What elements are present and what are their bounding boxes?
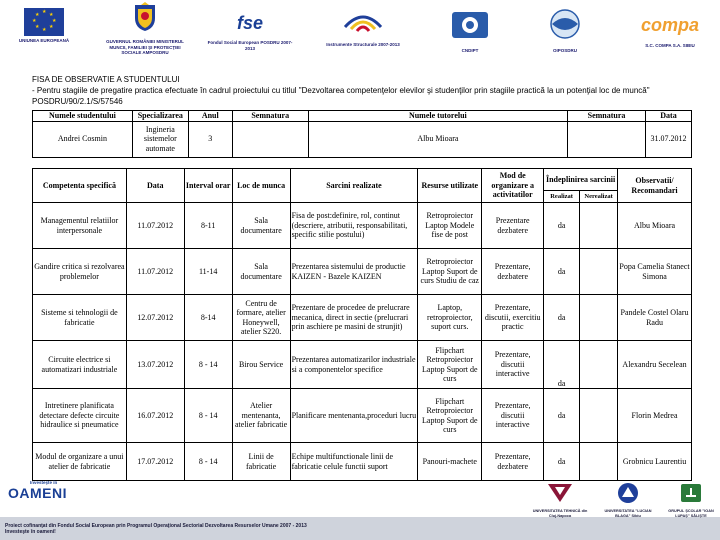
- not-done-cell: [580, 443, 618, 481]
- utcn-crest-icon: [546, 482, 574, 504]
- header-logos: [0, 0, 720, 70]
- structural-instruments-logo: Instrumente Structurale 2007-2013: [318, 5, 408, 48]
- header-activity-date: Data: [126, 169, 184, 203]
- date-cell: 17.07.2012: [126, 443, 184, 481]
- date: 31.07.2012: [645, 121, 691, 157]
- fse-wordmark: fse: [236, 13, 263, 33]
- header-competence: Competenta specifică: [33, 169, 127, 203]
- tasks-cell: Prezentare de procedee de prelucrare mecanica, direct in sectie (prelucrari prin aschiere pe masini de strunjit): [290, 295, 418, 341]
- student-info-table: [32, 110, 692, 158]
- footer-band: [0, 517, 720, 540]
- cndipt-icon: [450, 8, 490, 42]
- tasks-cell: Prezentarea sistemului de productie KAIZEN - Bazele KAIZEN: [290, 249, 418, 295]
- compa-wordmark: compa: [640, 15, 700, 35]
- done-cell: da: [544, 295, 580, 341]
- not-done-cell: [580, 389, 618, 443]
- observations-cell: Albu Mioara: [618, 203, 692, 249]
- school-crest-icon: [678, 482, 704, 504]
- observations-cell: Alexandru Secelean: [618, 341, 692, 389]
- done-cell: da: [544, 341, 580, 389]
- done-cell: da: [544, 249, 580, 295]
- oiposdru-logo: OIPOSDRU: [535, 8, 595, 54]
- resources-cell: Retroproiector Laptop Modele fise de post: [418, 203, 482, 249]
- date-cell: 11.07.2012: [126, 203, 184, 249]
- interval-cell: 8-14: [184, 295, 232, 341]
- workplace-cell: Atelier mentenanta, atelier fabricatie: [232, 389, 290, 443]
- interval-cell: 8-11: [184, 203, 232, 249]
- footer-cofinancing-text: Proiect cofinanţat din Fondul Social European prin Programul Operaţional Sectorial Dezvoltarea Resurselor Umane 2007 - 2013 Investeşte în oameni!: [5, 523, 307, 535]
- resources-cell: Flipchart Retroproiector Laptop Suport de curs: [418, 389, 482, 443]
- year: 3: [188, 121, 232, 157]
- mode-cell: Prezentare, dezbatere: [482, 249, 544, 295]
- competence-cell: Modul de organizare a unui atelier de fabricatie: [33, 443, 127, 481]
- header-tutor-name: Numele tutorelui: [308, 111, 567, 122]
- not-done-cell: [580, 341, 618, 389]
- tasks-cell: Planificare mentenanta,proceduri lucru: [290, 389, 418, 443]
- header-done: Realizat: [544, 191, 580, 203]
- tutor-signature: [568, 121, 646, 157]
- not-done-cell: [580, 295, 618, 341]
- tasks-cell: Fisa de post:definire, rol, continut (descriere, atributii, responsabilitati, specific stilie postului): [290, 203, 418, 249]
- workplace-cell: Centru de formare, atelier Honeywell, atelier S220.: [232, 295, 290, 341]
- tutor-name: Albu Mioara: [308, 121, 567, 157]
- competence-cell: Circuite electrice si automatizari industriale: [33, 341, 127, 389]
- student-name: Andrei Cosmin: [33, 121, 133, 157]
- observations-cell: Pandele Costel Olaru Radu: [618, 295, 692, 341]
- tasks-cell: Prezentarea automatizarilor industriale si a componentelor specifice: [290, 341, 418, 389]
- header-signature: Semnatura: [232, 111, 308, 122]
- mode-cell: Prezentare dezbatere: [482, 203, 544, 249]
- competence-cell: Managementul relatiilor interpersonale: [33, 203, 127, 249]
- workplace-cell: Sala documentare: [232, 249, 290, 295]
- table-row: [33, 443, 692, 481]
- oiposdru-icon: [540, 8, 590, 40]
- table-row: [33, 203, 692, 249]
- observations-cell: Florin Medrea: [618, 389, 692, 443]
- coat-of-arms-icon: [132, 2, 158, 32]
- specialization: Ingineria sistemelor automate: [132, 121, 188, 157]
- resources-cell: Flipchart Retroproiector Laptop Suport de curs: [418, 341, 482, 389]
- date-cell: 11.07.2012: [126, 249, 184, 295]
- interval-cell: 11-14: [184, 249, 232, 295]
- header-year: Anul: [188, 111, 232, 122]
- mode-cell: Prezentare, discutii interactive: [482, 341, 544, 389]
- investim-in-oameni-logo: Investeşte în OAMENI: [8, 480, 67, 501]
- table-row: [33, 295, 692, 341]
- eu-logo: ★ ★ ★ ★ ★ ★ ★ ★ UNIUNEA EUROPEANĂ: [18, 10, 70, 43]
- table-row: [33, 249, 692, 295]
- header-task-completion: Îndeplinirea sarcinii: [544, 169, 618, 191]
- done-cell: da: [544, 203, 580, 249]
- observations-cell: Popa Camelia Stanect Simona: [618, 249, 692, 295]
- workplace-cell: Sala documentare: [232, 203, 290, 249]
- workplace-cell: Birou Service: [232, 341, 290, 389]
- done-cell: da: [544, 443, 580, 481]
- ulbs-crest-icon: [615, 482, 641, 504]
- done-cell: da: [544, 389, 580, 443]
- fse-logo: fse Fondul Social European POSDRU 2007-2013: [205, 8, 295, 51]
- table-row: [33, 389, 692, 443]
- cndipt-logo: CNDIPT: [445, 8, 495, 54]
- header-date: Data: [645, 111, 691, 122]
- header-tasks: Sarcini realizate: [290, 169, 418, 203]
- mode-cell: Prezentare, discutii, exercitiu practic: [482, 295, 544, 341]
- structural-instruments-icon: [341, 5, 385, 35]
- document-title: FISA DE OBSERVATIE A STUDENTULUI: [32, 75, 180, 84]
- interval-cell: 8 - 14: [184, 443, 232, 481]
- header-organization-mode: Mod de organizare a activitatilor: [482, 169, 544, 203]
- student-signature: [232, 121, 308, 157]
- table-row: [33, 341, 692, 389]
- tasks-cell: Echipe multifunctionale linii de fabricatie celule functii suport: [290, 443, 418, 481]
- header-tutor-signature: Semnatura: [568, 111, 646, 122]
- competence-cell: Intretinere planificata detectare defecte circuite hidraulice si pneumatice: [33, 389, 127, 443]
- date-cell: 12.07.2012: [126, 295, 184, 341]
- interval-cell: 8 - 14: [184, 341, 232, 389]
- workplace-cell: Linii de fabricatie: [232, 443, 290, 481]
- eu-flag-icon: ★ ★ ★ ★ ★ ★ ★ ★: [24, 8, 64, 36]
- header-time-interval: Interval orar: [184, 169, 232, 203]
- ulbs-logo: UNIVERSITATEA "LUCIAN BLAGA" Sibiu: [598, 482, 658, 518]
- competence-cell: Sisteme si tehnologii de fabricatie: [33, 295, 127, 341]
- header-not-done: Nerealizat: [580, 191, 618, 203]
- resources-cell: Panouri-machete: [418, 443, 482, 481]
- header-observations: Observatii/ Recomandari: [618, 169, 692, 203]
- utcn-logo: UNIVERSITATEA TEHNICĂ din Cluj-Napoca: [530, 482, 590, 518]
- date-cell: 16.07.2012: [126, 389, 184, 443]
- interval-cell: 8 - 14: [184, 389, 232, 443]
- header-workplace: Loc de munca: [232, 169, 290, 203]
- resources-cell: Retroproiector Laptop Suport de curs Studiu de caz: [418, 249, 482, 295]
- not-done-cell: [580, 203, 618, 249]
- compa-logo: compa S.C. COMPA S.A. SIBIU: [625, 10, 715, 49]
- government-logo: GUVERNUL ROMÂNIEI MINISTERUL MUNCII, FAMILIEI ŞI PROTECŢIEI SOCIALE AMPOSDRU: [100, 2, 190, 56]
- header-resources: Resurse utilizate: [418, 169, 482, 203]
- school-group-logo: GRUPUL ŞCOLAR "IOAN LUPAŞ" SĂLIŞTE: [664, 482, 718, 518]
- competence-cell: Gandire critica si rezolvarea problemelor: [33, 249, 127, 295]
- activity-table: [32, 168, 692, 481]
- mode-cell: Prezentare, discutii interactive: [482, 389, 544, 443]
- not-done-cell: [580, 249, 618, 295]
- resources-cell: Laptop, retroproiector, suport curs.: [418, 295, 482, 341]
- observations-cell: Grobnicu Laurentiu: [618, 443, 692, 481]
- document-subtitle: - Pentru stagiile de pregatire practica efectuate în cadrul proiectului cu titlul "Dezvoltarea competenţelor elevilor şi studenţilor prin stagiile practică la un potenţial loc de muncă" POSDRU/90/2.1/S/57546: [32, 86, 650, 106]
- header-student-name: Numele studentului: [33, 111, 133, 122]
- header-specialization: Specializarea: [132, 111, 188, 122]
- date-cell: 13.07.2012: [126, 341, 184, 389]
- mode-cell: Prezentare, dezbatere: [482, 443, 544, 481]
